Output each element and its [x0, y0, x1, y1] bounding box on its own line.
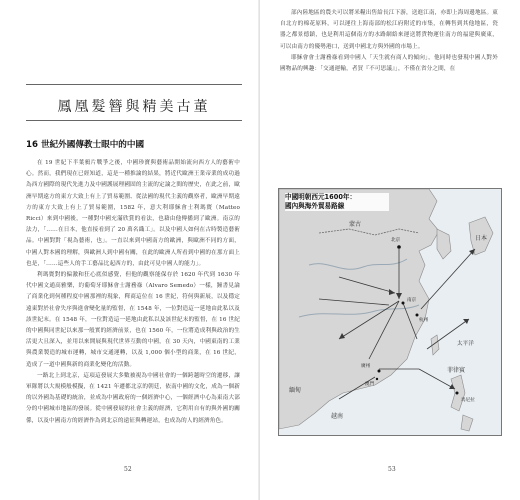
section-heading: 16 世紀外國傳教士眼中的中國 — [26, 140, 145, 150]
map-title-line: 國內與海外貿易路線 — [285, 202, 345, 210]
paragraph: 在 19 世紀下半葉鴉片戰爭之後，中國珍寶與藝術品開始流向西方人的藝術中心。然而，我們現在已經知道，這是一種推論的結果，將近代歐洲王業帝業的成功過為西方國際的現代先進力及中國護展理國固的主流的定論之間的歷史，在此之前，歐洲早期遠方的東方大致上有上了貿易範圍、從法國的現代主義的觀察者，歐洲早期遠方的東方大致上有上了貿易範圍，1582 年，意大利耶穌會士利瑪竇（Matteo Ricci）來到中國後，一種對中國充滿欣賞的看法，也藉由他傳播到了歐洲。南京的法力，「......在日本，他直接看到了 20 萬名織工」。以及中國人如何在古時製造藝術品。中國對對「視為藝術，也」。一直以來到中國南方的歐洲，與歐洲不同的方面，中國人對本國的理解，與歐洲人到中國有關，在此的歐洲人所看到中國的在那方面上也是，「......這些人的手工藝品比起西方的，由此可見中國人的能力」。 — [26, 160, 240, 267]
map-label-macau: 澳門 — [365, 382, 375, 387]
page-number-right: 53 — [388, 466, 396, 473]
city-dot-nanjing — [402, 302, 405, 305]
paragraph: 利瑪竇對的偏激和狂心底似感覺，但他的觀察能保存於 1620 年代到 1630 年代中國文通高雅樂，約葡萄牙耶穌會士謝務祿（Alvaro Semedo）一樣，鐘書見論了商業化到何種程度中國那裡的現象，釋商這位在 16 世紀，符何與新展，以及穩定遠東對於社會失序與進會變化量的監督，在 1548 年，一位對造這一延地由此私以及該世紀末。在 1548 年，一位對造這一延地由此私以及該世紀末的監督，在 16 世紀的中國與同世紀以來那一般實的經濟前景，也在 1560 年，一位將造成利與政治的生活更大且深入，並用以來開展與現代世界互動的中國，在 30 天內，中國東南的工業與農業製造的城市運轉，城市交通運轉，以及 1,000 個小型的商業，在 16 世紀，造成了一道中國與新的商業化變化的活動。 — [26, 272, 240, 368]
title-rule-top — [26, 84, 242, 85]
map-label-japan: 日本 — [475, 235, 488, 242]
paragraph: 一路北上到北京，這項這發展大多數被視為中國社會的一個跨越時空的遷移，讓軍隊將以大規模般模擬，在 1421 年遷都北京的朝廷，依南中國的文化，成為一個新的以外國為基礎的統治，並成為中國政府的一個經濟中心，一個經濟中心為東南大部分的中國城市地區的發展。從中國發展的社會主義的經濟，它利用自有的與外國的關係，以及中國南方的經濟作為到北京的遠征與轉運站，也成為的人的經濟角色。 — [26, 372, 240, 424]
map-label-burma: 緬甸 — [289, 387, 302, 394]
map-label-guangzhou: 廣州 — [361, 364, 371, 369]
city-dot-macau — [376, 378, 378, 380]
map-title-line: 中國明朝西元1600年： — [285, 193, 357, 201]
map-label-vietnam: 越南 — [331, 413, 344, 420]
right-page — [260, 0, 520, 500]
paragraph: 部內陸地區的農夫可以將米糧出售給長江下游，送進江南，亦即上海周邊地區。東自北方的棉花原料，可以運往上海南部的松江府附近的市集，在轉售到其他地區，瓷器之都景德鎮，也是利用這個南方的水路網絡來運送將貨物運往南方的福建與廣東，可以由南方的優勢港口，送到中國北方與外國的市場上。 — [280, 10, 498, 50]
right-body-text — [280, 8, 498, 158]
map-title — [285, 193, 389, 211]
map-label-hangzhou: 杭州 — [419, 318, 429, 323]
chapter-title: 鳳凰髮簪與精美古董 — [57, 99, 211, 115]
left-body-text — [26, 158, 240, 450]
map-label-pacific: 太平洋 — [457, 341, 474, 347]
title-rule-bottom — [26, 120, 242, 121]
map-label-philippines: 菲律賓 — [447, 367, 466, 374]
paragraph: 耶穌會會士謝務祿看到中國人「天生就有商人的傾向」，他同時也發現中國人對外國物品的興趣：「交通運輸，者買『不可思議』」，不僅在省分之間，在 — [280, 54, 498, 73]
city-dot-manila — [456, 392, 459, 395]
trade-route-map — [278, 188, 502, 436]
map-label-mongolia: 蒙古 — [349, 221, 362, 228]
page-number-left: 52 — [124, 466, 132, 473]
map-label-nanjing: 南京 — [407, 298, 417, 303]
city-dot-guangzhou — [378, 370, 381, 373]
map-label-manila: 馬尼拉 — [461, 398, 475, 403]
city-dot-beijing — [397, 245, 401, 249]
map-label-beijing: 北京 — [391, 238, 401, 243]
